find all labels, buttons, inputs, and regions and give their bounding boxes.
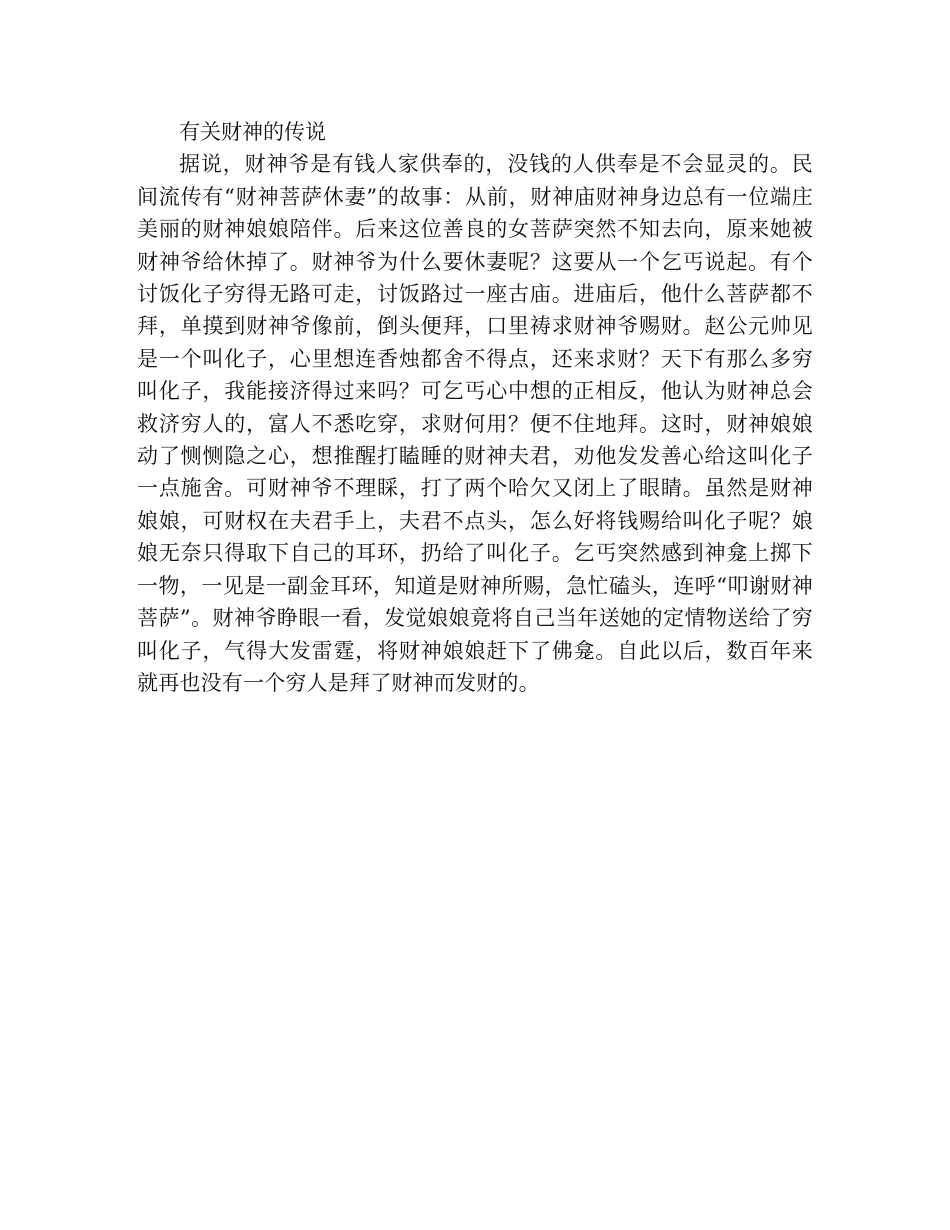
document-title: 有关财神的传说 bbox=[179, 120, 326, 144]
document-body bbox=[137, 116, 813, 699]
body-paragraph: 据说，财神爷是有钱人家供奉的，没钱的人供奉是不会显灵的。民间流传有“财神菩萨休妻”的故事：从前，财神庙财神身边总有一位端庄美丽的财神娘娘陪伴。后来这位善良的女菩萨突然不知去向，原来她被财神爷给休掉了。财神爷为什么要休妻呢？这要从一个乞丐说起。有个讨饭化子穷得无路可走，讨饭路过一座古庙。进庙后，他什么菩萨都不拜，单摸到财神爷像前，倒头便拜，口里祷求财神爷赐财。赵公元帅见是一个叫化子，心里想连香烛都舍不得点，还来求财？天下有那么多穷叫化子，我能接济得过来吗？可乞丐心中想的正相反，他认为财神总会救济穷人的，富人不悉吃穿，求财何用？便不住地拜。这时，财神娘娘动了恻恻隐之心，想推醒打瞌睡的财神夫君，劝他发发善心给这叫化子一点施舍。可财神爷不理睬，打了两个哈欠又闭上了眼睛。虽然是财神娘娘，可财权在夫君手上，夫君不点头，怎么好将钱赐给叫化子呢？娘娘无奈只得取下自己的耳环，扔给了叫化子。乞丐突然感到神龛上掷下一物，一见是一副金耳环，知道是财神所赐，急忙磕头，连呼“叩谢财神菩萨”。财神爷睁眼一看，发觉娘娘竟将自己当年送她的定情物送给了穷叫化子，气得大发雷霆，将财神娘娘赶下了佛龛。自此以后，数百年来就再也没有一个穷人是拜了财神而发财的。 bbox=[137, 152, 813, 695]
